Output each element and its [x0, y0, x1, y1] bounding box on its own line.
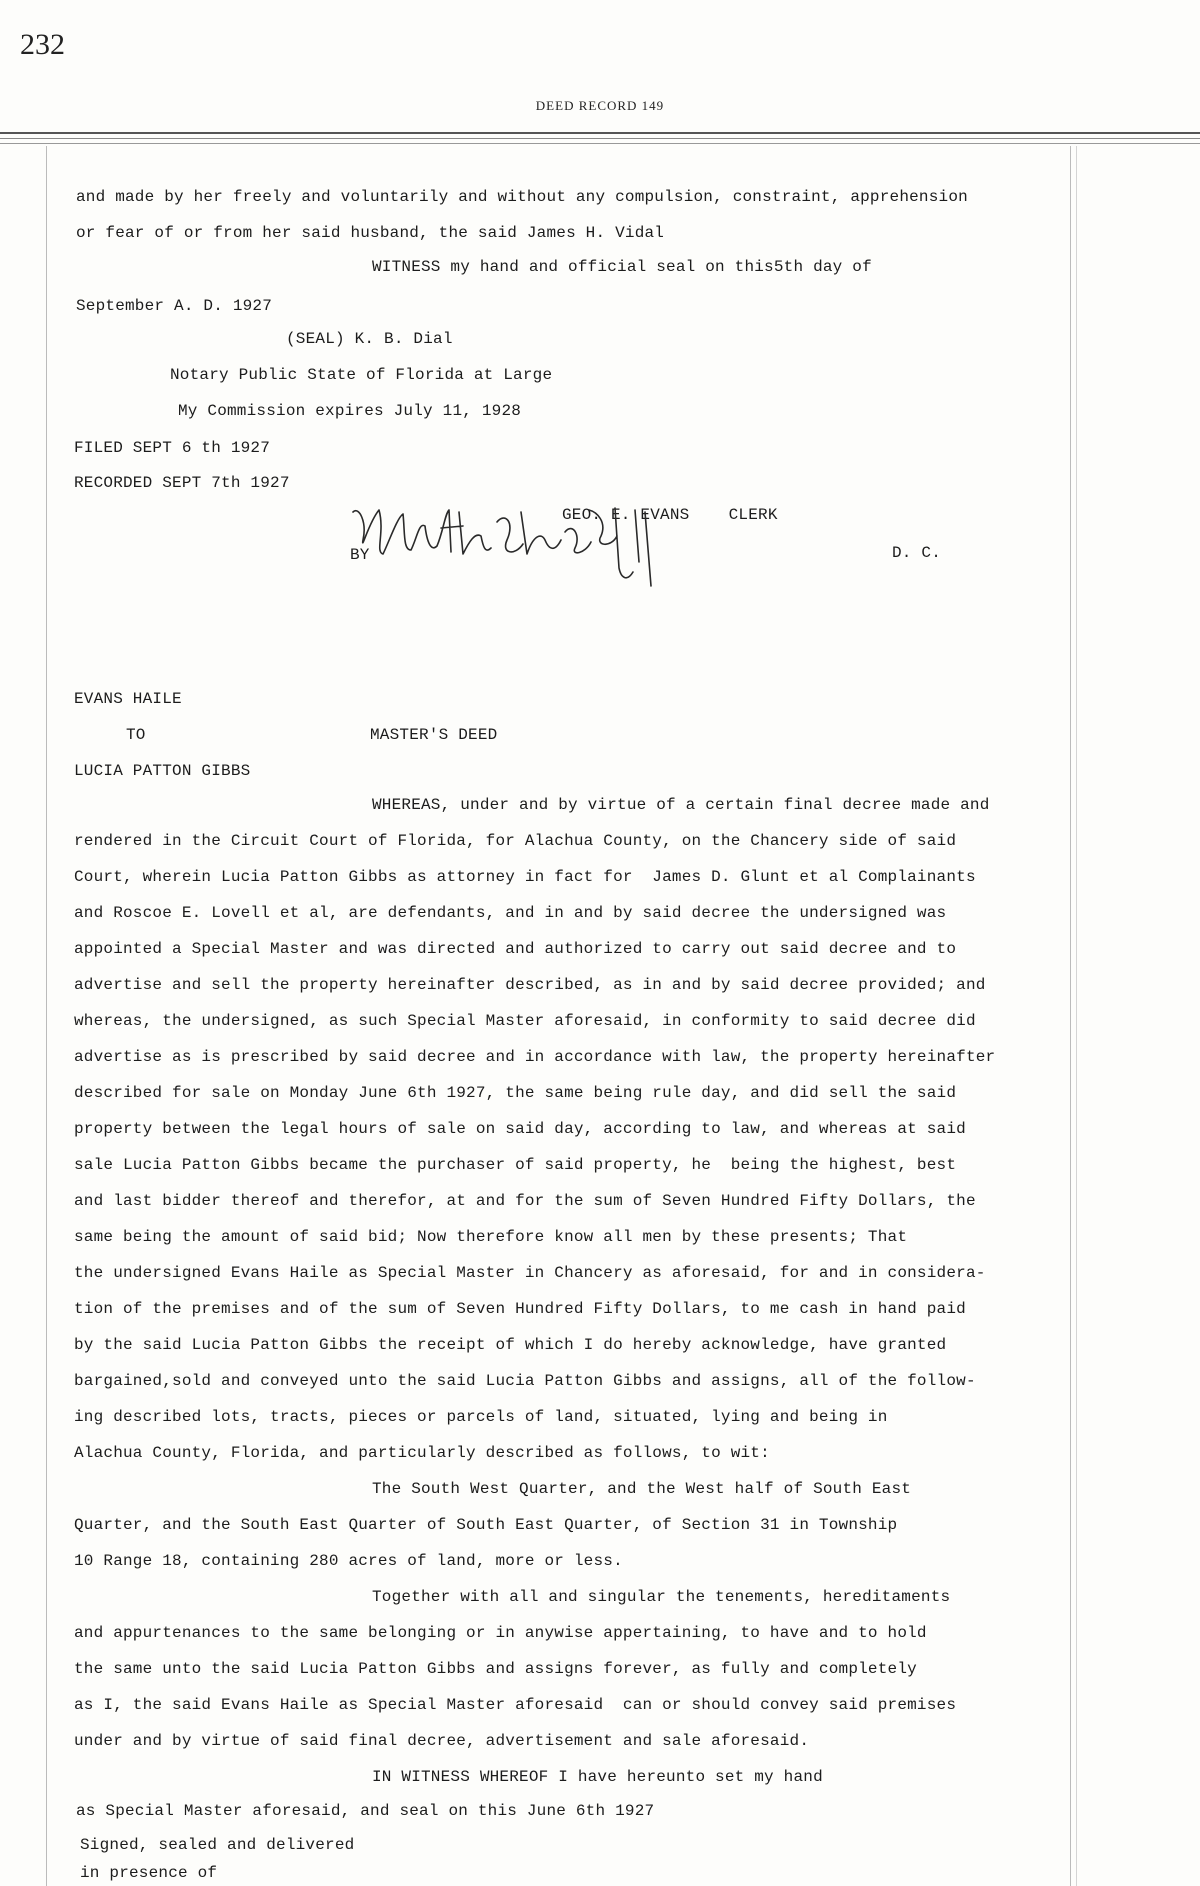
text-line: advertise and sell the property hereinafter described, as in and by said decree provided; and	[74, 976, 986, 994]
text-line: and made by her freely and voluntarily and without any compulsion, constraint, apprehension	[76, 188, 968, 206]
running-head: DEED RECORD 149	[535, 98, 665, 113]
text-line: sale Lucia Patton Gibbs became the purchaser of said property, he being the highest, best	[74, 1156, 957, 1174]
text-line: tion of the premises and of the sum of Seven Hundred Fifty Dollars, to me cash in hand paid	[74, 1300, 966, 1318]
text-line: My Commission expires July 11, 1928	[178, 402, 522, 420]
text-line: property between the legal hours of sale on said day, according to law, and whereas at said	[74, 1120, 966, 1138]
text-line: September A. D. 1927	[76, 297, 273, 315]
deputy-clerk-label: D. C.	[892, 544, 942, 562]
text-line: and Roscoe E. Lovell et al, are defendants, and in and by said decree the undersigned was	[74, 904, 947, 922]
text-line: advertise as is prescribed by said decree and in accordance with law, the property hereinafter	[74, 1048, 996, 1066]
text-line: Together with all and singular the tenements, hereditaments	[372, 1588, 951, 1606]
text-line: the undersigned Evans Haile as Special Master in Chancery as aforesaid, for and in considera-	[74, 1264, 986, 1282]
text-line: WITNESS my hand and official seal on this5th day of	[372, 258, 872, 276]
text-line: Alachua County, Florida, and particularly described as follows, to wit:	[74, 1444, 770, 1462]
notary-name: (SEAL) K. B. Dial	[286, 330, 453, 348]
text-line: same being the amount of said bid; Now therefore know all men by these presents; That	[74, 1228, 908, 1246]
text-line: 10 Range 18, containing 280 acres of land, more or less.	[74, 1552, 623, 1570]
text-line: WHEREAS, under and by virtue of a certain final decree made and	[372, 796, 990, 814]
right-margin-line	[1076, 146, 1077, 1886]
text-line: in presence of	[80, 1864, 218, 1882]
text-line: as Special Master aforesaid, and seal on this June 6th 1927	[76, 1802, 655, 1820]
text-line: Quarter, and the South East Quarter of South East Quarter, of Section 31 in Township	[74, 1516, 898, 1534]
clerk-line: GEO. E. EVANS CLERK	[562, 506, 778, 524]
text-line: Signed, sealed and delivered	[80, 1836, 355, 1854]
text-line: described for sale on Monday June 6th 1927, the same being rule day, and did sell the said	[74, 1084, 957, 1102]
text-line: Notary Public State of Florida at Large	[170, 366, 553, 384]
by-label: BY	[350, 546, 370, 564]
text-line: and last bidder thereof and therefor, at and for the sum of Seven Hundred Fifty Dollars, the	[74, 1192, 976, 1210]
text-line: bargained,sold and conveyed unto the said Lucia Patton Gibbs and assigns, all of the follow-	[74, 1372, 976, 1390]
text-line: rendered in the Circuit Court of Florida, for Alachua County, on the Chancery side of said	[74, 832, 957, 850]
text-line: appointed a Special Master and was directed and authorized to carry out said decree and to	[74, 940, 957, 958]
text-line: The South West Quarter, and the West half of South East	[372, 1480, 912, 1498]
header-rule	[0, 138, 1200, 139]
text-line: whereas, the undersigned, as such Special Master aforesaid, in conformity to said decree did	[74, 1012, 976, 1030]
grantor-name: EVANS HAILE	[74, 690, 182, 708]
text-line: TO	[126, 726, 146, 744]
text-line: by the said Lucia Patton Gibbs the receipt of which I do hereby acknowledge, have granted	[74, 1336, 947, 1354]
handwritten-signature	[345, 492, 695, 592]
right-margin-line	[1070, 146, 1071, 1886]
document-title: MASTER'S DEED	[370, 726, 498, 744]
text-line: as I, the said Evans Haile as Special Master aforesaid can or should convey said premises	[74, 1696, 957, 1714]
filed-line: FILED SEPT 6 th 1927	[74, 439, 271, 457]
text-line: or fear of or from her said husband, the said James H. Vidal	[76, 224, 665, 242]
grantee-name: LUCIA PATTON GIBBS	[74, 762, 251, 780]
header-rule	[0, 143, 1200, 144]
recorded-line: RECORDED SEPT 7th 1927	[74, 474, 290, 492]
text-line: the same unto the said Lucia Patton Gibbs and assigns forever, as fully and completely	[74, 1660, 917, 1678]
text-line: and appurtenances to the same belonging or in anywise appertaining, to have and to hold	[74, 1624, 927, 1642]
header-rule	[0, 132, 1200, 134]
text-line: under and by virtue of said final decree, advertisement and sale aforesaid.	[74, 1732, 810, 1750]
text-line: ing described lots, tracts, pieces or parcels of land, situated, lying and being in	[74, 1408, 888, 1426]
text-line: IN WITNESS WHEREOF I have hereunto set my hand	[372, 1768, 823, 1786]
left-margin-line	[46, 146, 47, 1886]
text-line: Court, wherein Lucia Patton Gibbs as attorney in fact for James D. Glunt et al Complainants	[74, 868, 976, 886]
page-number: 232	[20, 28, 65, 61]
